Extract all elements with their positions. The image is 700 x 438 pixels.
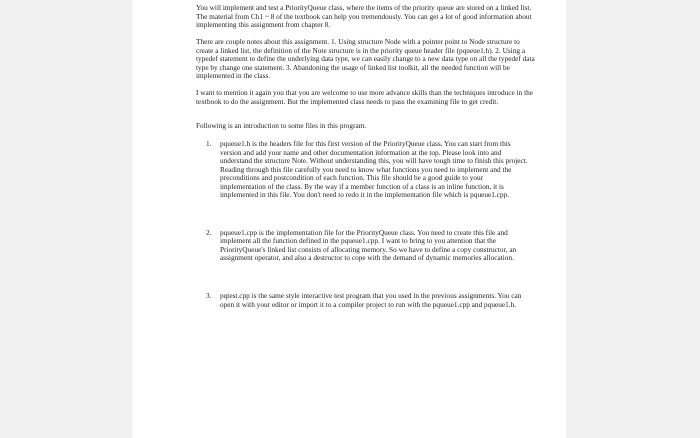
list-number: 3. (206, 291, 212, 301)
list-item-text: pqueue1.h is the headers file for this first version of the PriorityQueue class. You can start from this version and add your name and other documentation information at the top. Please look into and understand the structure Note. Without understanding this, you will have tough time to finish this project. Reading through this file carefully you need to know what functions you need to implement and the preconditions and postcondition of each function. This file should be a good guide to your implementation of the class. By the way if a member function of a class is an inline function, it is implemented in this file. You don't need to redo it in the implementation file which is pqueue1.cpp. (220, 139, 528, 200)
paragraph-overview: You will implement and test a PriorityQueue class, where the items of the priority queue are stored on a linked list. The material from Ch1 ~ 8 of the textbook can help you tremendously. You can get a lot of good information about implementing this assignment from chapter 8. (196, 3, 532, 30)
paragraph-advanced-skills: I want to mention it again you that you are welcome to use more advance skills than the techniques introduce in the textbook to do the assignment. But the implemented class needs to pass the examining file to get credit. (196, 88, 533, 106)
files-intro: Following is an introduction to some files in this program. (196, 121, 367, 131)
list-item-text: pqueue1.cpp is the implementation file for the PriorityQueue class. You need to create this file and implement all the function defined in the pqueue1.cpp. I want to bring to you attention that the PriorityQueue's linked list consists of allocating memory. So we have to define a copy constructor, an assignment operator, and also a destructor to cope with the demand of dynamic memories allocation. (220, 227, 517, 263)
list-number: 2. (206, 227, 212, 237)
document-page (132, 0, 566, 438)
paragraph-notes: There are couple notes about this assignment. 1. Using structure Node with a pointer point to Node structure to create a linked list, the definition of the Note structure is in the priority queue header file (pqueue1.h). 2. Using a typedef statement to define the underlying data type, we can easily change to a new data type on all the typedef data type by change one statement. 3. Abandoning the usage of linked list toolkit, all the needed function will be implemented in the class. (196, 37, 535, 81)
list-item (196, 140, 536, 200)
list-item (196, 229, 536, 263)
list-item (196, 292, 536, 309)
list-item-text: pqtest.cpp is the same style interactive test program that you used in the previous assignments. You can open it with your editor or import it to a compiler project to run with the pqueue1.cpp and pqueue1.h. (220, 291, 522, 309)
list-number: 1. (206, 139, 212, 149)
file-list (196, 140, 536, 309)
